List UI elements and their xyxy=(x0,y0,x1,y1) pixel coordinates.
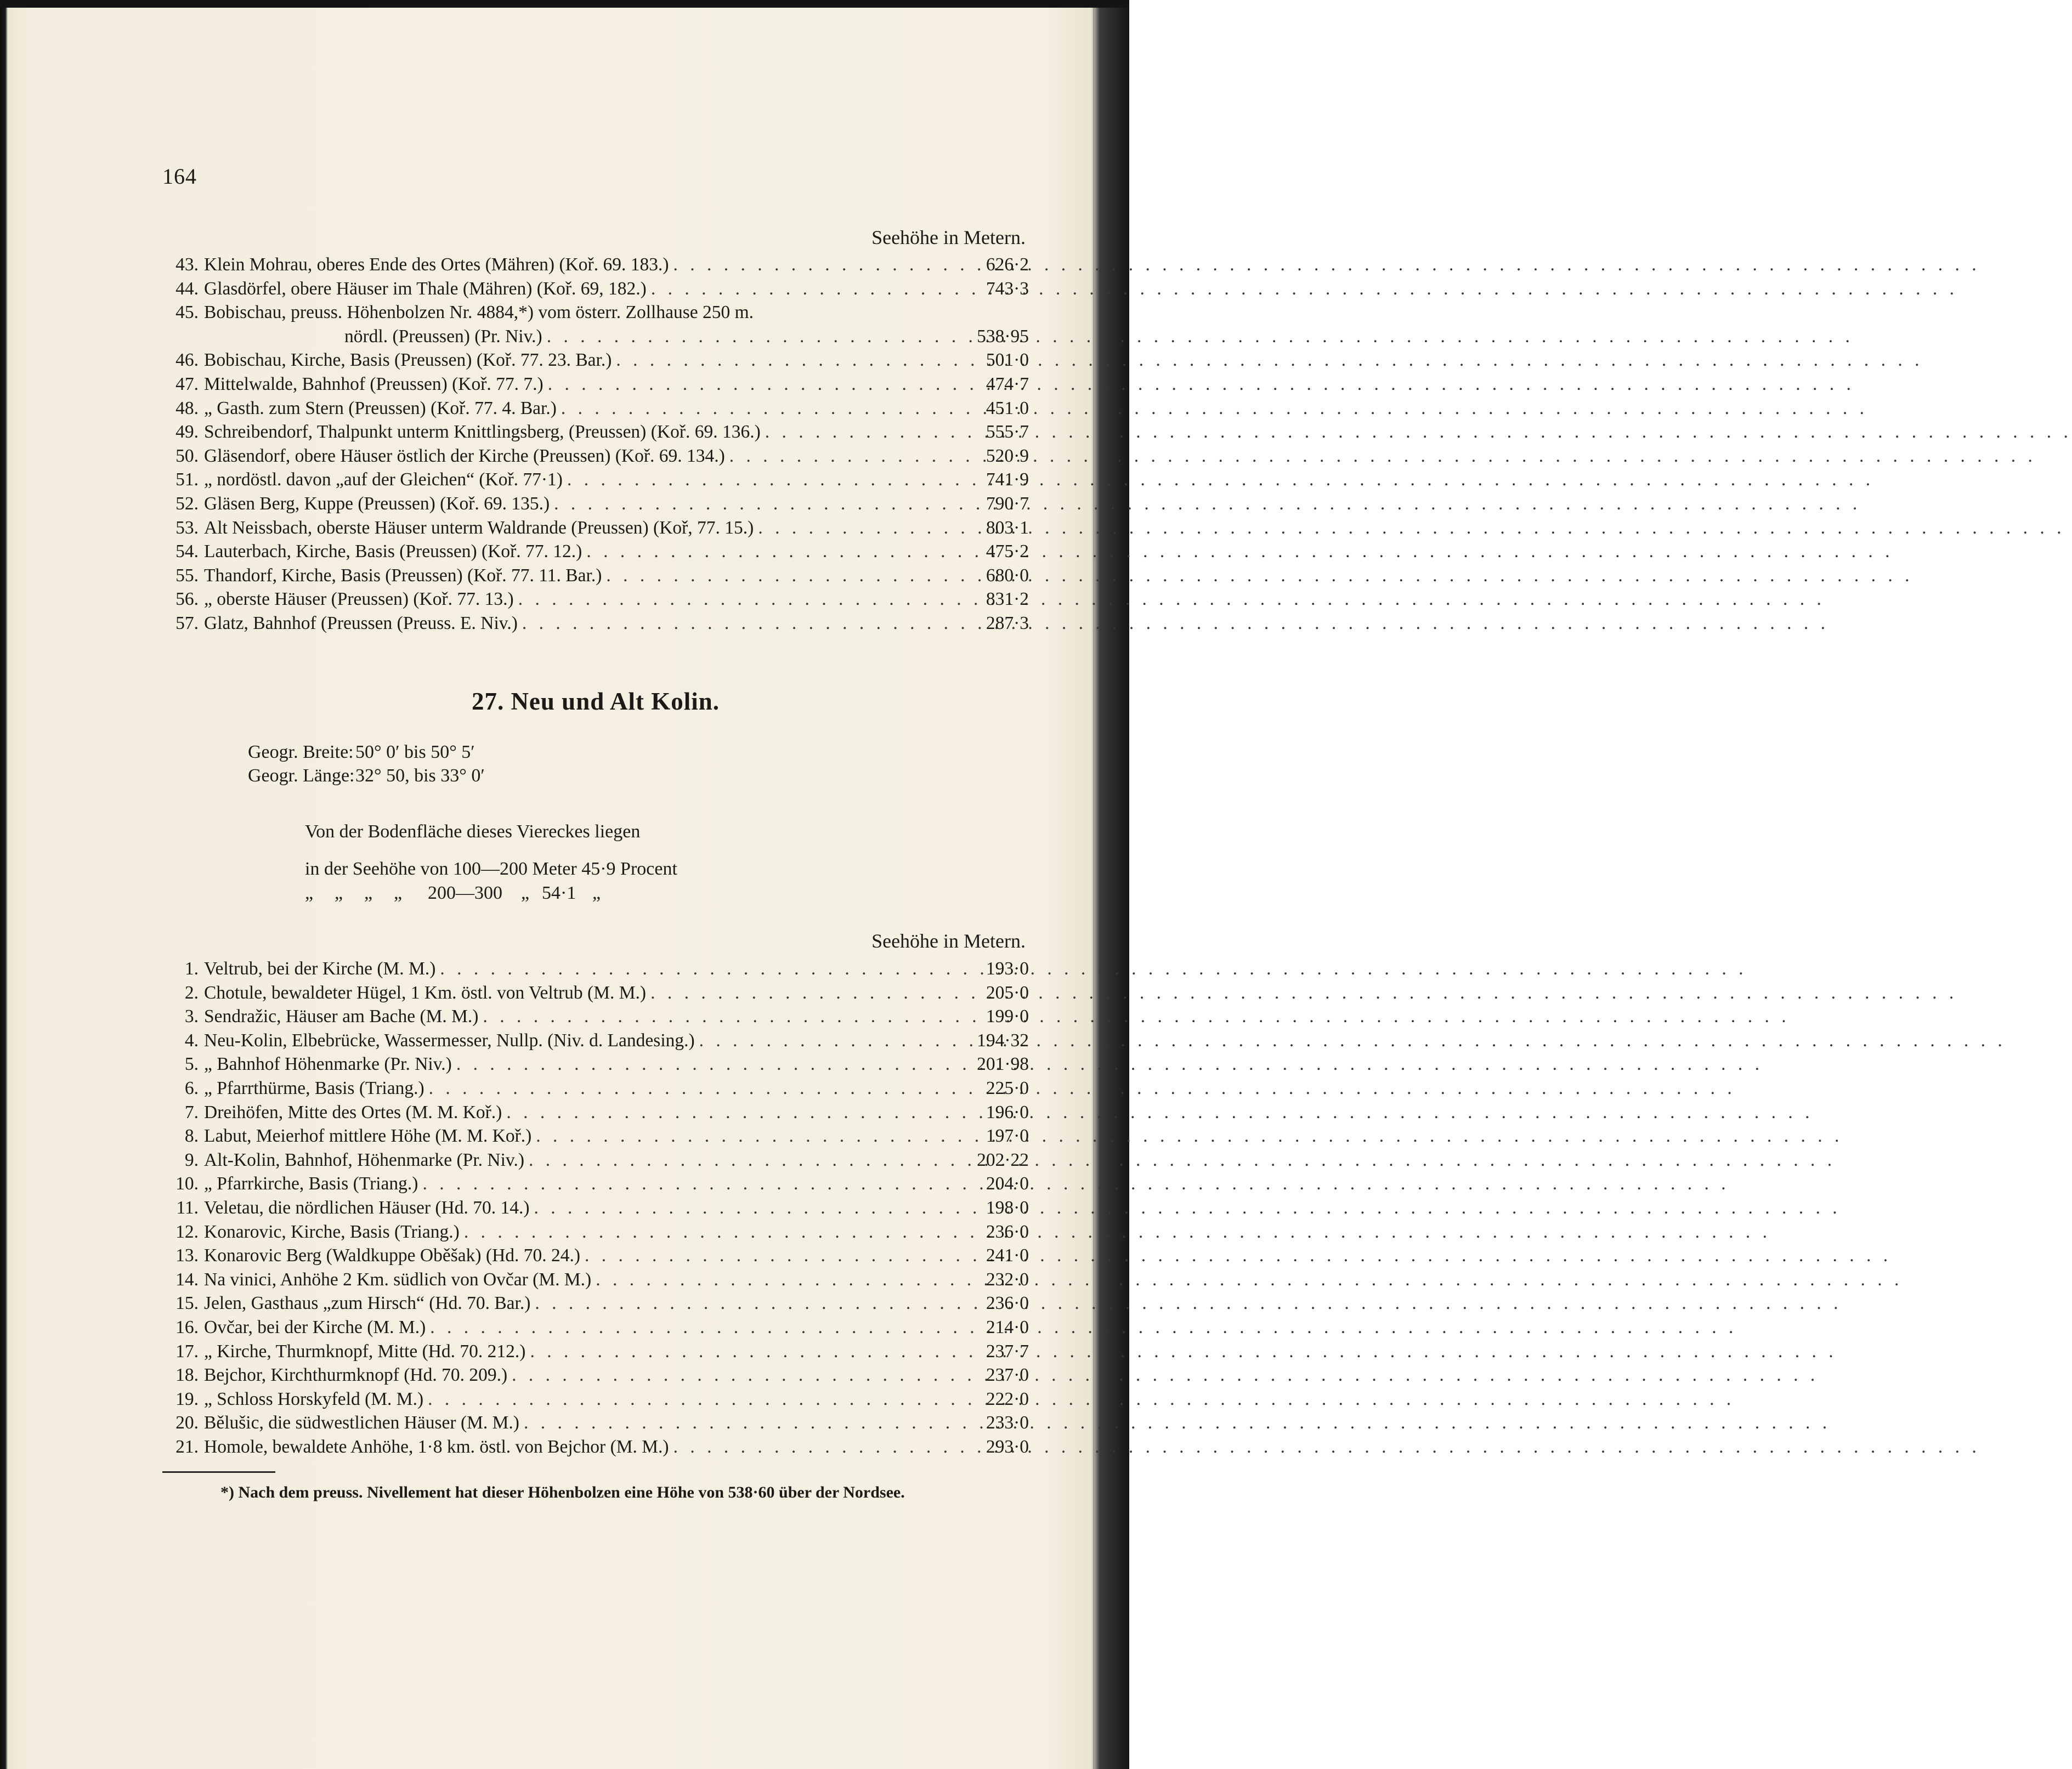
entry-text: Alt-Kolin, Bahnhof, Höhenmarke (Pr. Niv.) xyxy=(204,1149,524,1170)
entry-text: Jelen, Gasthaus „zum Hirsch“ (Hd. 70. Bar.) xyxy=(204,1293,531,1314)
entry-text: Na vinici, Anhöhe 2 Km. südlich von Ovčar (M. M.) xyxy=(204,1269,592,1290)
entry-number: 3. xyxy=(184,1006,199,1027)
leader-dots xyxy=(531,1126,981,1147)
table-row xyxy=(162,1078,1029,1102)
entry-text: Glasdörfel, obere Häuser im Thale (Mähren) (Koř. 69, 182.) xyxy=(204,278,647,299)
entry-number: 17. xyxy=(176,1341,199,1362)
entry-number: 6. xyxy=(184,1078,199,1098)
entry-number: 56. xyxy=(176,589,199,610)
entry-elevation: 474·7 xyxy=(986,373,1029,394)
table-row xyxy=(162,422,1029,446)
entry-text: Bělušic, die südwestlichen Häuser (M. M.) xyxy=(204,1413,519,1433)
table-row xyxy=(162,613,1029,637)
table-row xyxy=(162,279,1029,303)
entry-number: 2. xyxy=(184,982,199,1003)
table-row xyxy=(162,446,1029,470)
ditto-mark: „ xyxy=(592,883,601,903)
area-intro: Von der Bodenfläche dieses Viereckes liegen xyxy=(305,821,641,842)
leader-dots xyxy=(519,1413,981,1433)
leader-dots xyxy=(435,959,980,979)
entry-number: 50. xyxy=(176,445,199,466)
table-row xyxy=(162,469,1029,494)
entry-number: 55. xyxy=(176,565,199,586)
entry-number: 16. xyxy=(176,1317,199,1337)
ditto-mark: „ xyxy=(305,883,314,903)
entry-text: „ oberste Häuser (Preussen) (Koř. 77. 13.) xyxy=(204,589,514,610)
entry-number: 46. xyxy=(176,350,199,371)
entry-elevation: 680·0 xyxy=(986,565,1029,586)
table-row xyxy=(162,494,1029,518)
table-row xyxy=(162,398,1029,422)
table-row xyxy=(162,1150,1029,1174)
entry-number: 21. xyxy=(176,1436,199,1457)
leader-dots xyxy=(460,1222,981,1243)
leader-dots xyxy=(669,254,981,275)
entry-elevation: 196·0 xyxy=(986,1102,1029,1122)
leader-dots xyxy=(524,1150,971,1171)
entry-elevation: 520·9 xyxy=(986,445,1029,466)
leader-dots xyxy=(646,983,981,1003)
entry-text: Klein Mohrau, oberes Ende des Ortes (Mähren) (Koř. 69. 183.) xyxy=(204,254,669,275)
section-title: 27. Neu und Alt Kolin. xyxy=(471,688,720,715)
entry-text: Bejchor, Kirchthurmknopf (Hd. 70. 209.) xyxy=(204,1365,508,1386)
entry-text: „ Kirche, Thurmknopf, Mitte (Hd. 70. 212.) xyxy=(204,1341,526,1362)
entry-elevation: 197·0 xyxy=(986,1126,1029,1147)
entry-elevation: 214·0 xyxy=(986,1317,1029,1337)
table-row xyxy=(162,1198,1029,1222)
entry-elevation: 555·7 xyxy=(986,422,1029,443)
geo-latitude xyxy=(248,742,475,763)
area-line-2-range: 200—300 xyxy=(428,883,502,903)
leader-dots xyxy=(580,1245,981,1266)
leader-dots xyxy=(602,565,980,586)
page-number: 164 xyxy=(162,164,197,189)
entry-elevation: 831·2 xyxy=(986,589,1029,610)
entry-text: nördl. (Preussen) (Pr. Niv.) xyxy=(344,326,542,347)
entry-elevation: 205·0 xyxy=(986,982,1029,1003)
entry-number: 54. xyxy=(176,541,199,562)
entry-text: Gläsendorf, obere Häuser östlich der Kirche (Preussen) (Koř. 69. 134.) xyxy=(204,445,725,466)
leader-dots xyxy=(426,1317,981,1338)
entry-text: Labut, Meierhof mittlere Höhe (M. M. Koř.) xyxy=(204,1126,532,1147)
entry-elevation: 803·1 xyxy=(986,517,1029,538)
table-row xyxy=(162,1389,1029,1413)
entry-text: Thandorf, Kirche, Basis (Preussen) (Koř. 77. 11. Bar.) xyxy=(204,565,602,586)
leader-dots xyxy=(423,1389,981,1410)
entry-elevation: 194·32 xyxy=(977,1030,1029,1051)
elevation-list-part2 xyxy=(162,959,1029,1460)
table-row xyxy=(162,254,1029,279)
table-row xyxy=(162,983,1029,1007)
entry-text: Chotule, bewaldeter Hügel, 1 Km. östl. von Veltrub (M. M.) xyxy=(204,982,647,1003)
ditto-mark: „ xyxy=(335,883,343,903)
entry-text: „ Bahnhof Höhenmarke (Pr. Niv.) xyxy=(204,1054,452,1075)
leader-dots xyxy=(418,1173,980,1194)
table-row xyxy=(162,1269,1029,1294)
leader-dots xyxy=(550,494,981,514)
table-row xyxy=(162,1413,1029,1437)
entry-text: „ nordöstl. davon „auf der Gleichen“ (Koř. 77·1) xyxy=(204,469,563,490)
table-row xyxy=(162,1365,1029,1389)
table-row xyxy=(162,1006,1029,1030)
entry-text: Mittelwalde, Bahnhof (Preussen) (Koř. 77. 7.) xyxy=(204,373,544,394)
entry-elevation: 743·3 xyxy=(986,278,1029,299)
entry-text: Schreibendorf, Thalpunkt unterm Knittlingsberg, (Preussen) (Koř. 69. 136.) xyxy=(204,422,761,443)
entry-elevation: 287·3 xyxy=(986,613,1029,633)
entry-elevation: 741·9 xyxy=(986,469,1029,490)
entry-elevation: 501·0 xyxy=(986,350,1029,371)
entry-elevation: 293·0 xyxy=(986,1436,1029,1457)
entry-elevation: 236·0 xyxy=(986,1293,1029,1314)
entry-number: 45. xyxy=(176,302,199,323)
entry-number: 9. xyxy=(184,1149,199,1170)
table-row xyxy=(162,541,1029,565)
entry-text: Konarovic, Kirche, Basis (Triang.) xyxy=(204,1221,460,1242)
geo-longitude-label: Geogr. Länge: xyxy=(248,766,355,786)
entry-number: 14. xyxy=(176,1269,199,1290)
ditto-mark: „ xyxy=(394,883,403,903)
leader-dots xyxy=(542,326,971,347)
table-row xyxy=(162,1437,1029,1461)
entry-elevation: 236·0 xyxy=(986,1221,1029,1242)
table-row xyxy=(162,1245,1029,1269)
entry-text: Konarovic Berg (Waldkuppe Oběšak) (Hd. 70. 24.) xyxy=(204,1245,581,1266)
entry-text: Sendražic, Häuser am Bache (M. M.) xyxy=(204,1006,479,1027)
column-header-elevation: Seehöhe in Metern. xyxy=(871,226,1026,248)
leader-dots xyxy=(647,279,981,299)
entry-number: 13. xyxy=(176,1245,199,1266)
entry-text: Veletau, die nördlichen Häuser (Hd. 70. 14.) xyxy=(204,1197,530,1218)
entry-text: Lauterbach, Kirche, Basis (Preussen) (Koř. 77. 12.) xyxy=(204,541,582,562)
leader-dots xyxy=(669,1437,981,1458)
leader-dots xyxy=(582,541,981,562)
entry-elevation: 241·0 xyxy=(986,1245,1029,1266)
entry-elevation: 198·0 xyxy=(986,1197,1029,1218)
area-line-1: in der Seehöhe von 100—200 Meter 45·9 Procent xyxy=(305,859,677,879)
leader-dots xyxy=(530,1293,980,1314)
table-row xyxy=(162,1222,1029,1246)
table-row xyxy=(162,1030,1029,1054)
entry-number: 10. xyxy=(176,1173,199,1194)
entry-text: Dreihöfen, Mitte des Ortes (M. M. Koř.) xyxy=(204,1102,502,1122)
ditto-mark: „ xyxy=(364,883,373,903)
leader-dots xyxy=(725,446,981,467)
leader-dots xyxy=(695,1030,971,1051)
entry-elevation: 199·0 xyxy=(986,1006,1029,1027)
leader-dots xyxy=(525,1341,980,1362)
column-header-elevation-2: Seehöhe in Metern. xyxy=(871,930,1026,952)
entry-number: 11. xyxy=(176,1197,199,1218)
entry-number: 1. xyxy=(184,959,199,979)
entry-number: 5. xyxy=(184,1054,199,1075)
leader-dots xyxy=(514,589,981,610)
entry-number: 47. xyxy=(176,373,199,394)
leader-dots xyxy=(518,613,981,634)
entry-number: 52. xyxy=(176,493,199,514)
table-row xyxy=(162,1293,1029,1317)
entry-elevation: 201·98 xyxy=(977,1054,1029,1075)
leader-dots xyxy=(612,350,980,371)
leader-dots xyxy=(478,1006,980,1027)
entry-number: 48. xyxy=(176,398,199,418)
table-row xyxy=(162,589,1029,613)
elevation-list-part1 xyxy=(162,254,1029,637)
table-row xyxy=(162,302,1029,326)
table-row xyxy=(162,350,1029,374)
leader-dots xyxy=(591,1269,981,1290)
table-row xyxy=(162,1317,1029,1341)
entry-elevation: 202·22 xyxy=(977,1149,1029,1170)
leader-dots xyxy=(544,374,981,395)
leader-dots xyxy=(530,1198,981,1218)
table-row xyxy=(162,1054,1029,1078)
leader-dots xyxy=(424,1078,981,1099)
geo-longitude xyxy=(248,766,485,786)
entry-elevation: 225·0 xyxy=(986,1078,1029,1098)
entry-text: „ Pfarrkirche, Basis (Triang.) xyxy=(204,1173,418,1194)
entry-elevation: 237·7 xyxy=(986,1341,1029,1362)
entry-elevation: 233·0 xyxy=(986,1413,1029,1433)
entry-text: Veltrub, bei der Kirche (M. M.) xyxy=(204,959,436,979)
entry-number: 49. xyxy=(176,422,199,443)
entry-number: 7. xyxy=(184,1102,199,1122)
leader-dots xyxy=(507,1365,981,1386)
table-row xyxy=(162,1173,1029,1198)
entry-elevation: 237·0 xyxy=(986,1365,1029,1386)
entry-elevation: 204·0 xyxy=(986,1173,1029,1194)
entry-elevation: 475·2 xyxy=(986,541,1029,562)
leader-dots xyxy=(557,398,981,419)
table-row xyxy=(162,959,1029,983)
area-line-2 xyxy=(305,883,622,904)
table-row xyxy=(162,518,1029,542)
entry-elevation: 626·2 xyxy=(986,254,1029,275)
geo-latitude-value: 50° 0′ bis 50° 5′ xyxy=(355,742,475,762)
entry-text: Neu-Kolin, Elbebrücke, Wassermesser, Nullp. (Niv. d. Landesing.) xyxy=(204,1030,695,1051)
entry-elevation: 232·0 xyxy=(986,1269,1029,1290)
leader-dots xyxy=(754,518,981,538)
entry-elevation: 790·7 xyxy=(986,493,1029,514)
footnote: *) Nach dem preuss. Nivellement hat dieser Höhenbolzen eine Höhe von 538·60 über der Nordsee. xyxy=(220,1483,905,1501)
geo-longitude-value: 32° 50, bis 33° 0′ xyxy=(355,766,485,786)
table-row xyxy=(162,1126,1029,1150)
leader-dots xyxy=(502,1102,981,1123)
entry-elevation: 222·0 xyxy=(986,1388,1029,1409)
entry-elevation: 193·0 xyxy=(986,959,1029,979)
table-row xyxy=(162,374,1029,398)
table-row xyxy=(162,1102,1029,1126)
geo-latitude-label: Geogr. Breite: xyxy=(248,742,354,762)
entry-number: 19. xyxy=(176,1388,199,1409)
leader-dots xyxy=(452,1054,971,1075)
entry-text: Ovčar, bei der Kirche (M. M.) xyxy=(204,1317,426,1337)
entry-text: Bobischau, preuss. Höhenbolzen Nr. 4884,*) vom österr. Zollhause 250 m. xyxy=(204,302,754,323)
leader-dots xyxy=(761,422,981,443)
entry-number: 43. xyxy=(176,254,199,275)
entry-number: 12. xyxy=(176,1221,199,1242)
entry-text: „ Pfarrthürme, Basis (Triang.) xyxy=(204,1078,424,1098)
table-row xyxy=(162,326,1029,350)
entry-text: Gläsen Berg, Kuppe (Preussen) (Koř. 69. 135.) xyxy=(204,493,550,514)
entry-number: 57. xyxy=(176,613,199,633)
entry-text: „ Schloss Horskyfeld (M. M.) xyxy=(204,1388,424,1409)
entry-text: „ Gasth. zum Stern (Preussen) (Koř. 77. 4. Bar.) xyxy=(204,398,557,418)
entry-number: 51. xyxy=(176,469,199,490)
ditto-mark: „ xyxy=(521,883,530,903)
entry-number: 8. xyxy=(184,1126,199,1147)
area-line-2-value: 54·1 xyxy=(542,883,576,903)
entry-number: 4. xyxy=(184,1030,199,1051)
footnote-rule xyxy=(162,1471,275,1473)
entry-text: Alt Neissbach, oberste Häuser unterm Waldrande (Preussen) (Koř, 77. 15.) xyxy=(204,517,754,538)
entry-number: 15. xyxy=(176,1293,199,1314)
entry-text: Glatz, Bahnhof (Preussen (Preuss. E. Niv.) xyxy=(204,613,518,633)
table-row xyxy=(162,1341,1029,1365)
entry-number: 18. xyxy=(176,1365,199,1386)
leader-dots xyxy=(563,469,981,490)
entry-text: Homole, bewaldete Anhöhe, 1·8 km. östl. von Bejchor (M. M.) xyxy=(204,1436,669,1457)
entry-number: 53. xyxy=(176,517,199,538)
entry-elevation: 451·0 xyxy=(986,398,1029,418)
entry-number: 44. xyxy=(176,278,199,299)
entry-number: 20. xyxy=(176,1413,199,1433)
table-row xyxy=(162,565,1029,589)
entry-text: Bobischau, Kirche, Basis (Preussen) (Koř. 77. 23. Bar.) xyxy=(204,350,612,371)
entry-elevation: 538·95 xyxy=(977,326,1029,347)
